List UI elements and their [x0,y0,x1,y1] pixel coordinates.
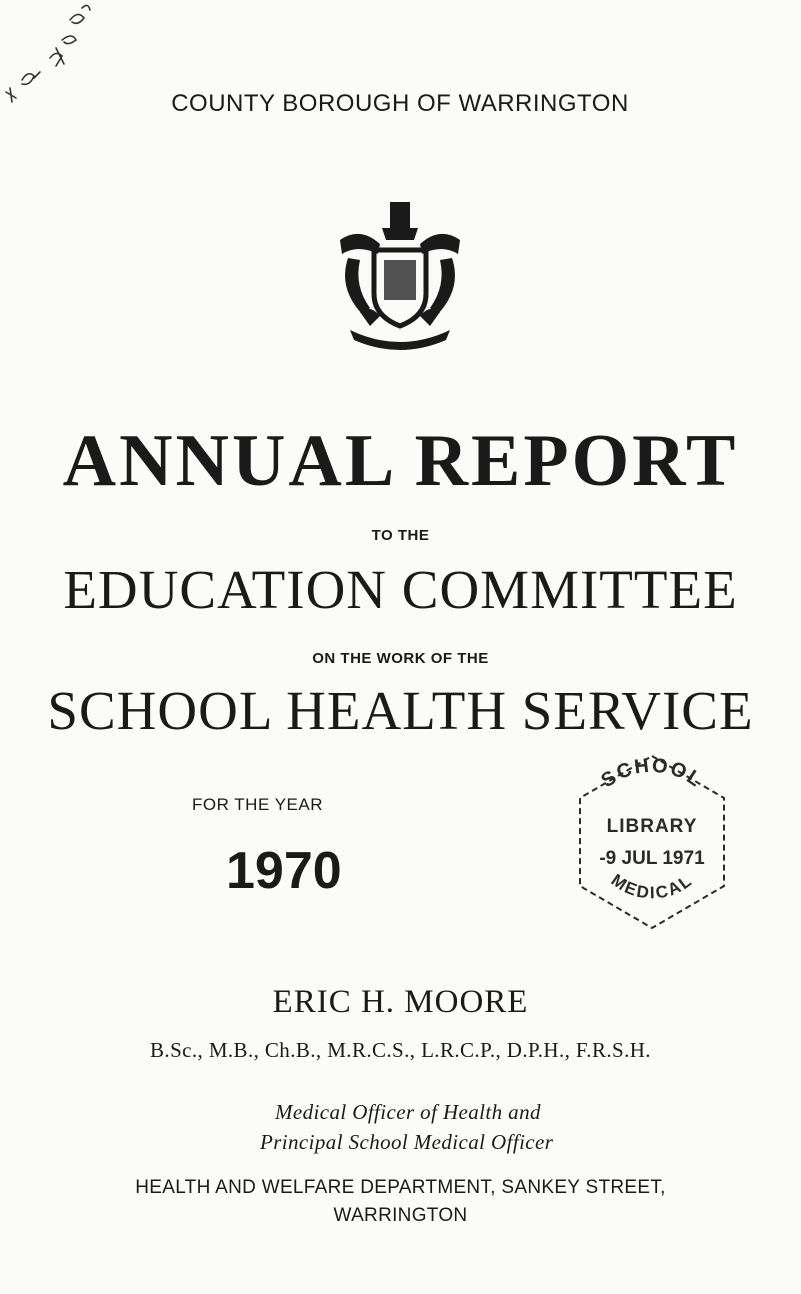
coat-of-arms-icon [330,200,470,350]
stamp-middle-text: LIBRARY [606,816,698,837]
author-degrees: B.Sc., M.B., Ch.B., M.R.C.S., L.R.C.P., D.P.H., F.R.S.H. [150,1038,651,1062]
author-role-line2: Principal School Medical Officer [260,1130,554,1154]
handwritten-annotation [0,0,110,110]
title-connector: TO THE [371,527,430,544]
subtitle-connector: ON THE WORK OF THE [312,650,489,667]
issuing-authority: COUNTY BOROUGH OF WARRINGTON [171,90,629,117]
author-name: ERIC H. MOORE [272,984,529,1020]
committee-name: EDUCATION COMMITTEE [63,559,738,620]
period-label: FOR THE YEAR [192,795,324,814]
report-year: 1970 [226,842,342,900]
stamp-date-text: -9 JUL 1971 [599,848,705,869]
department-address-line2: WARRINGTON [333,1205,468,1226]
author-role-line1: Medical Officer of Health and [275,1100,541,1124]
stamp-top-text: SCHOOL [597,754,707,793]
library-stamp-icon [552,742,752,942]
department-address-line1: HEALTH AND WELFARE DEPARTMENT, SANKEY STREET, [135,1177,666,1198]
stamp-bottom-text: MEDICAL [607,870,697,903]
report-title: ANNUAL REPORT [62,420,739,502]
service-name: SCHOOL HEALTH SERVICE [47,680,754,741]
